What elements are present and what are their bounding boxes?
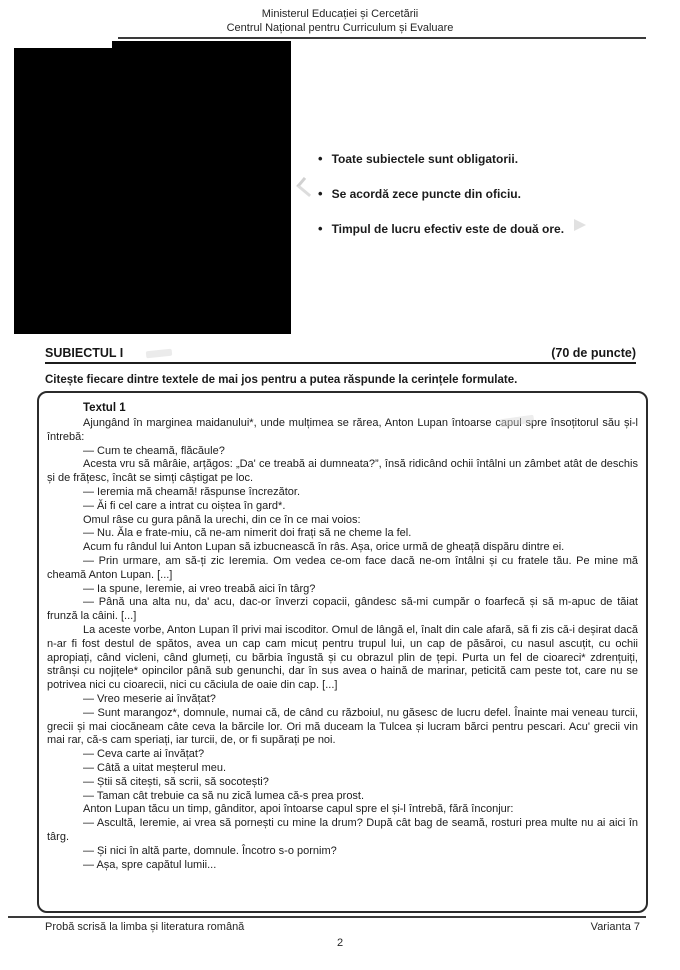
- notice-text: Se acordă zece puncte din oficiu.: [331, 187, 521, 201]
- subject-title: SUBIECTUL I: [45, 346, 124, 360]
- text-paragraph: — Nu. Ăla e frate-miu, că ne-am nimerit doi frați să ne cheme la fel.: [83, 527, 412, 540]
- text-paragraph: — Cum te cheamă, flăcăule?: [83, 444, 225, 457]
- bullet-icon: •: [318, 186, 323, 201]
- text-paragraph: Anton Lupan tăcu un timp, gânditor, apoi întoarse capul spre el și-l întrebă, fără înconjur:: [83, 803, 514, 816]
- document-header: [0, 8, 680, 35]
- text-paragraph: — Până una alta nu, da' acu, dac-or înverzi copacii, gândesc să-mi cumpăr o foarfecă și să m-apuc de tăiat frunză la câini. [...]: [47, 596, 638, 623]
- text-paragraph: — Ceva carte ai învățat?: [83, 748, 205, 761]
- notice-text: Toate subiectele sunt obligatorii.: [331, 152, 519, 166]
- text-paragraph: — Și nici în altă parte, domnule. Încotro s-o pornim?: [83, 844, 337, 857]
- scan-artifact-mark: [296, 177, 317, 197]
- page-number: 2: [336, 937, 344, 949]
- scan-artifact-mark: [574, 219, 586, 231]
- text-paragraph: — Ia spune, Ieremie, ai vreo treabă aici în târg?: [83, 582, 316, 595]
- subject-points: (70 de puncte): [551, 346, 636, 360]
- bullet-icon: •: [318, 151, 323, 166]
- header-divider: [118, 37, 646, 39]
- text-paragraph: — Ăi fi cel care a intrat cu oiștea în gard*.: [83, 499, 286, 512]
- text-paragraph: Ajungând în marginea maidanului*, unde mulțimea se rărea, Anton Lupan întoarse capul spre însoțitorul său și-l întrebă:: [47, 417, 638, 443]
- text-1-title: Textul 1: [83, 402, 126, 414]
- notice-item: [318, 152, 564, 166]
- text-paragraph: — Așa, spre capătul lumii...: [83, 858, 217, 871]
- text-paragraph: Acesta vru să mârâie, arțăgos: „Da' ce treabă ai dumneata?”, însă ridicând ochii întâlni un zâmbet atât de deschis și de frățesc, încât se simți câștigat pe loc.: [47, 458, 638, 485]
- footer-divider: [8, 916, 646, 918]
- text-paragraph: Omul râse cu gura până la urechi, din ce în ce mai voios:: [83, 513, 361, 526]
- subject-instruction: Citește fiecare dintre textele de mai jos pentru a putea răspunde la cerințele formulate.: [45, 374, 518, 386]
- subject-heading-row: [45, 346, 636, 364]
- redaction-block: [14, 48, 291, 334]
- text-paragraph: — Câtă a uitat meșterul meu.: [83, 761, 227, 774]
- footer-exam-name: Probă scrisă la limba și literatura română: [45, 921, 245, 933]
- text-paragraph: — Taman cât trebuie ca să nu zică lumea că-s prea prost.: [83, 789, 365, 802]
- text-paragraph: — Sunt marangoz*, domnule, numai că, de când cu războiul, nu găsesc de lucru defel. Înainte mai veneau turcii, grecii și mai ciocăneam câte ceva la bărcile lor. Ori mă duceam la Tulcea și lucram bărci pentru pescari. Acu' grecii vin mai rar, că-s cam speriați, iar turcii, de, or fi supărați pe noi.: [47, 706, 638, 747]
- text-paragraph: Acum fu rândul lui Anton Lupan să izbucnească în râs. Așa, orice urmă de gheață dispăru dintre ei.: [83, 541, 565, 554]
- text-paragraph: La aceste vorbe, Anton Lupan îl privi mai iscoditor. Omul de lângă el, înalt din cale afară, să fi zis că-i deșirat dacă n-ar fi fost destul de spătos, avea un cap cam micuț pentru trupul lui, un cap de păsăroi, cu nasul ascuțit, cu ochii apropiați, când vicleni, când glumeți, cu bărbia îngustă și cu obrazul plin de țepi. Purta un fel de cioareci* zdrențuiți, strânși cu nojițele* opincilor până sub genunchi, dar în sus avea o haină de marinar, peticită cam peste tot, care nu se potrivea nici cu cioarecii, nici cu căciula de oaie din cap. [...]: [47, 623, 638, 692]
- ministry-title: Ministerul Educației și Cercetării: [261, 8, 419, 20]
- text-paragraph: — Ascultă, Ieremie, ai vrea să pornești cu mine la drum? După cât bag de seamă, rosturi prea multe nu ai aici în târg.: [47, 817, 638, 843]
- text-paragraph: — Prin urmare, am să-ți zic Ieremia. Om vedea ce-om face dacă ne-om întâlni și cu fratele tău. Pe mine mă cheamă Anton Lupan. [...]: [47, 554, 638, 581]
- center-title: Centrul Național pentru Curriculum și Evaluare: [226, 21, 454, 34]
- bullet-icon: •: [318, 221, 323, 236]
- text-paragraph: — Vreo meserie ai învățat?: [83, 692, 216, 705]
- text-1-box: [37, 391, 648, 913]
- notice-item: [318, 222, 564, 236]
- text-paragraph: — Ieremia mă cheamă! răspunse încrezător.: [83, 485, 301, 498]
- footer-variant: Varianta 7: [590, 921, 640, 933]
- text-paragraph: — Știi să citești, să scrii, să socotești?: [83, 775, 269, 788]
- notice-item: [318, 187, 564, 201]
- footer: [45, 921, 640, 933]
- notice-text: Timpul de lucru efectiv este de două ore.: [331, 222, 565, 236]
- exam-notices: [318, 152, 564, 257]
